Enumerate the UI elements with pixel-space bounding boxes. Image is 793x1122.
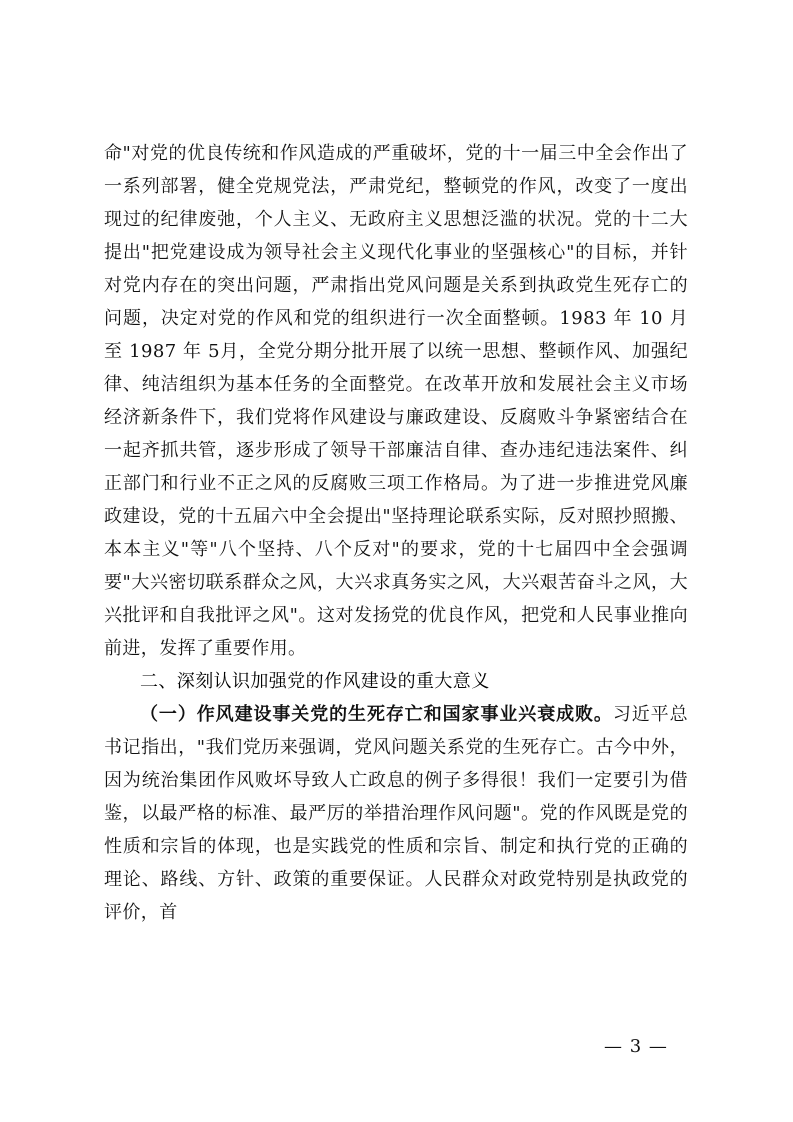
subsection-text: 习近平总书记指出，"我们党历来强调，党风问题关系党的生死存亡。古今中外，因为统治集团作风败坏导致人亡政息的例子多得很！我们一定要引为借鉴，以最严格的标准、最严厉的举措治理作风问题"。党的作风既是党的性质和宗旨的体现，也是实践党的性质和宗旨、制定和执行党的正确的理论、路线、方针、政策的重要保证。人民群众对政党特别是执政党的评价，首 bbox=[104, 704, 689, 923]
subsection-paragraph bbox=[104, 698, 688, 929]
subsection-lead: （一）作风建设事关党的生死存亡和国家事业兴衰成败。 bbox=[140, 704, 613, 725]
page-number: — 3 — bbox=[604, 1036, 668, 1057]
paragraph-continued: 命"对党的优良传统和作风造成的严重破坏，党的十一届三中全会作出了一系列部署，健全党规党法，严肃党纪，整顿党的作风，改变了一度出现过的纪律废弛，个人主义、无政府主义思想泛滥的状况。党的十二大提出"把党建设成为领导社会主义现代化事业的坚强核心"的目标，并针对党内存在的突出问题，严肃指出党风问题是关系到执政党生死存亡的问题，决定对党的作风和党的组织进行一次全面整顿。1983 年 10 月至 1987 年 5月，全党分期分批开展了以统一思想、整顿作风、加强纪律、纯洁组织为基本任务的全面整党。在改革开放和发展社会主义市场经济新条件下，我们党将作风建设与廉政建设、反腐败斗争紧密结合在一起齐抓共管，逐步形成了领导干部廉洁自律、查办违纪违法案件、纠正部门和行业不正之风的反腐败三项工作格局。为了进一步推进党风廉政建设，党的十五届六中全会提出"坚持理论联系实际，反对照抄照搬、本本主义"等"八个坚持、八个反对"的要求，党的十七届四中全会强调要"大兴密切联系群众之风，大兴求真务实之风，大兴艰苦奋斗之风，大兴批评和自我批评之风"。这对发扬党的优良作风，把党和人民事业推向前进，发挥了重要作用。 bbox=[104, 143, 688, 659]
document-body bbox=[104, 137, 688, 929]
section-heading: 二、深刻认识加强党的作风建设的重大意义 bbox=[140, 671, 490, 692]
